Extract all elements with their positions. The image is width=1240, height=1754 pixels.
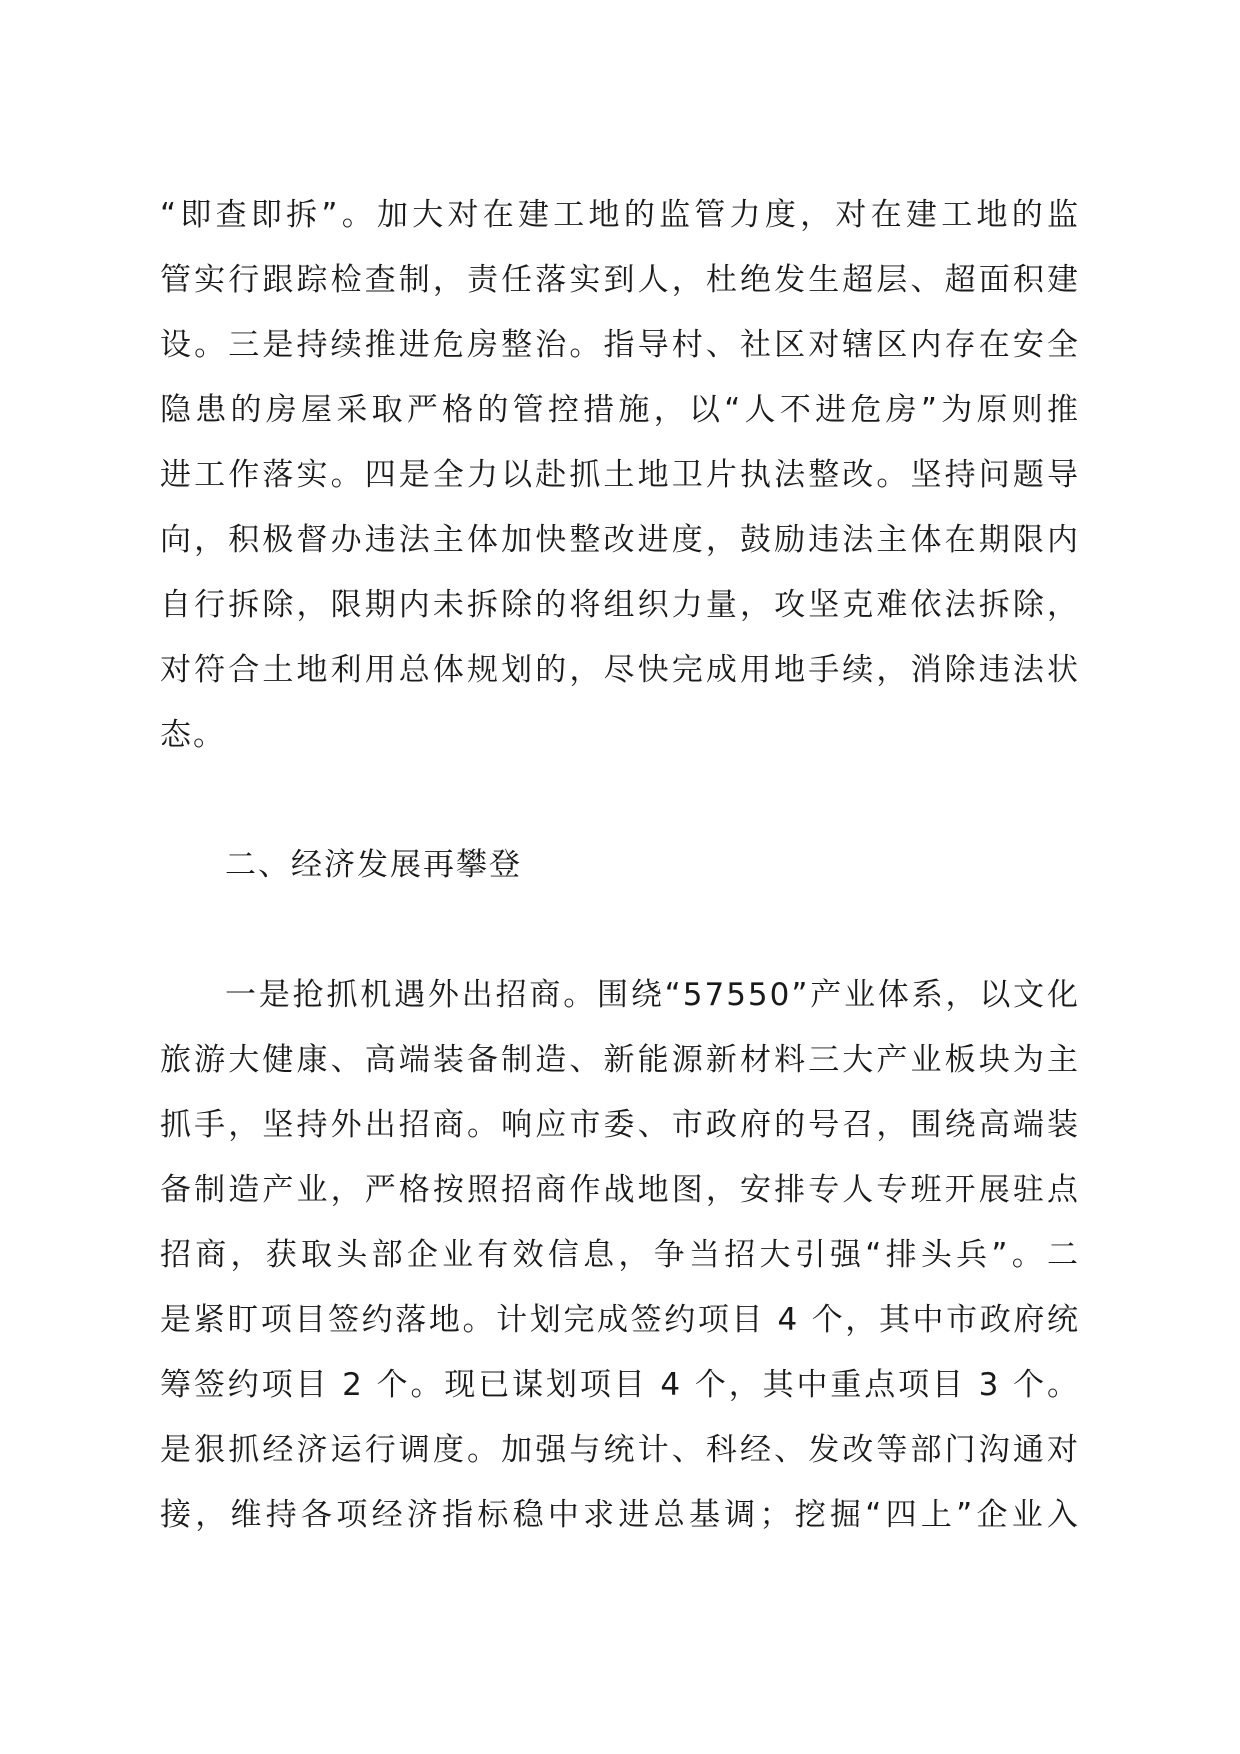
paragraph-line: 筹签约项目 2 个。现已谋划项目 4 个，其中重点项目 3 个。 (160, 1367, 1080, 1403)
paragraph-line: 设。三是持续推进危房整治。指导村、社区对辖区内存在安全 (160, 327, 1080, 363)
paragraph-line: 对符合土地利用总体规划的，尽快完成用地手续，消除违法状 (160, 652, 1080, 688)
paragraph-line: 旅游大健康、高端装备制造、新能源新材料三大产业板块为主 (160, 1042, 1080, 1078)
paragraph-line: 是狠抓经济运行调度。加强与统计、科经、发改等部门沟通对 (160, 1432, 1080, 1468)
paragraph-line: 抓手，坚持外出招商。响应市委、市政府的号召，围绕高端装 (160, 1107, 1080, 1143)
section-heading: 二、经济发展再攀登 (225, 847, 522, 883)
paragraph-line: 招商，获取头部企业有效信息，争当招大引强“排头兵”。二 (160, 1237, 1080, 1273)
paragraph-line: 进工作落实。四是全力以赴抓土地卫片执法整改。坚持问题导 (160, 457, 1080, 493)
paragraph-line: 隐患的房屋采取严格的管控措施，以“人不进危房”为原则推 (160, 392, 1080, 428)
paragraph-line: 向，积极督办违法主体加快整改进度，鼓励违法主体在期限内 (160, 522, 1080, 558)
paragraph-line: 管实行跟踪检查制，责任落实到人，杜绝发生超层、超面积建 (160, 262, 1080, 298)
paragraph-line: “即查即拆”。加大对在建工地的监管力度，对在建工地的监 (160, 197, 1080, 233)
paragraph-line: 是紧盯项目签约落地。计划完成签约项目 4 个，其中市政府统 (160, 1302, 1080, 1338)
paragraph-line: 自行拆除，限期内未拆除的将组织力量，攻坚克难依法拆除， (160, 587, 1080, 623)
paragraph-line: 备制造产业，严格按照招商作战地图，安排专人专班开展驻点 (160, 1172, 1080, 1208)
paragraph-line: 接，维持各项经济指标稳中求进总基调；挖掘“四上”企业入 (160, 1497, 1080, 1533)
paragraph-line: 态。 (160, 717, 226, 753)
paragraph-line: 一是抢抓机遇外出招商。围绕“57550”产业体系，以文化 (225, 977, 1080, 1013)
